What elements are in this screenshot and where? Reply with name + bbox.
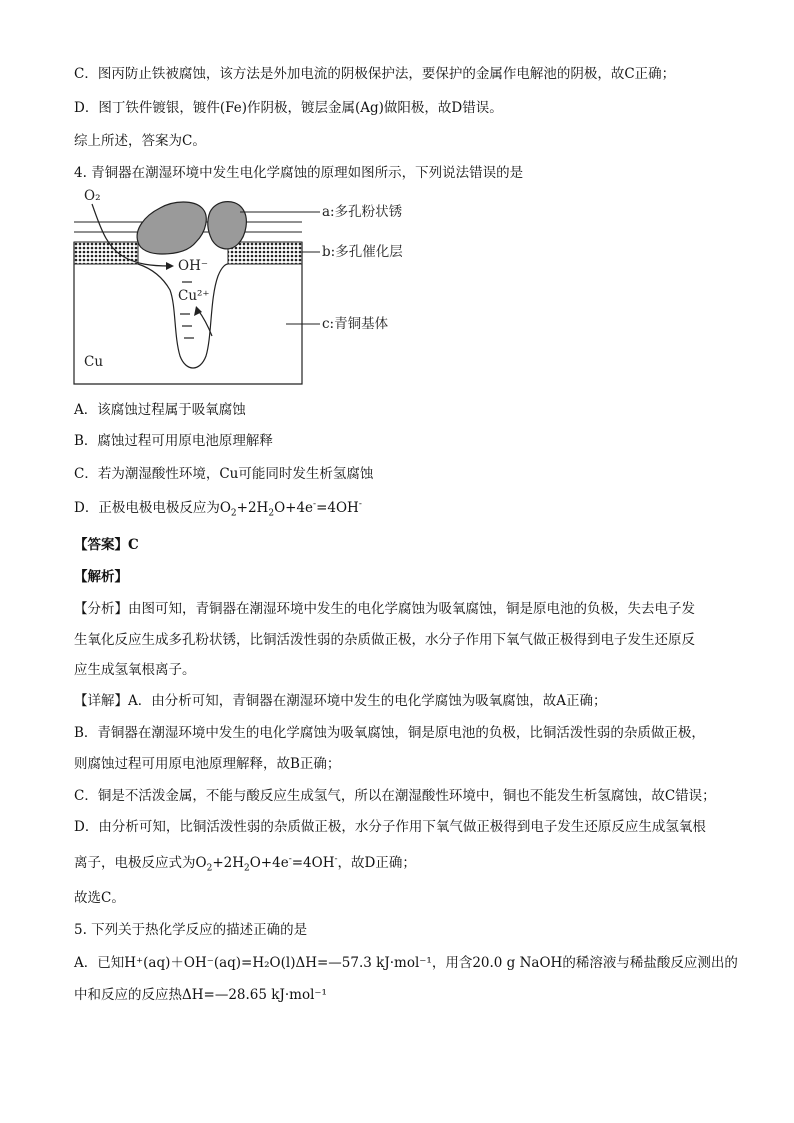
q5-option-a: 中和反应的反应热ΔH=—28.65 kJ·mol⁻¹ [74,987,327,1003]
text-line: C．图丙防止铁被腐蚀，该方法是外加电流的阴极保护法，要保护的金属作电解池的阴极，故C正确； [74,66,676,82]
analysis-line: 应生成氢氧根离子。 [74,662,196,678]
label-c: c:青铜基体 [322,316,389,332]
detail-line: 故选C。 [74,890,125,906]
detail-line: C．铜是不活泼金属，不能与酸反应生成氢气，所以在潮湿酸性环境中，铜也不能发生析氢腐蚀，故C错误； [74,788,716,804]
detail-line: 则腐蚀过程可用原电池原理解释，故B正确； [74,756,341,772]
rust-left [137,202,206,254]
cu-label: Cu [84,354,104,370]
label-a: a:多孔粉状锈 [322,204,403,220]
detail-line: 【详解】A．由分析可知，青铜器在潮湿环境中发生的电化学腐蚀为吸氧腐蚀，故A正确； [74,693,607,709]
analysis-line: 【分析】由图可知，青铜器在潮湿环境中发生的电化学腐蚀为吸氧腐蚀，铜是原电池的负极，失去电子发 [74,601,695,617]
option-a: A．该腐蚀过程属于吸氧腐蚀 [74,402,246,418]
detail-line: 离子，电极反应式为$O_2+2H_2O+4e^-=4OH^-$，故D正确； [74,854,416,874]
analysis-line: 生氧化反应生成多孔粉状锈，比铜活泼性弱的杂质做正极，水分子作用下氧气做正极得到电子发生还原反 [74,632,695,648]
analysis-heading: 【解析】 [74,569,128,585]
rust-right [208,202,247,249]
option-c: C．若为潮湿酸性环境，Cu可能同时发生析氢腐蚀 [74,466,374,482]
answer: 【答案】C [74,537,139,553]
bronze-corrosion-diagram [70,186,430,392]
cu2-label: Cu²⁺ [178,288,210,304]
text-line: D．图丁铁件镀银，镀件(Fe)作阴极，镀层金属(Ag)做阳极，故D错误。 [74,100,503,116]
detail-line: D．由分析可知，比铜活泼性弱的杂质做正极，水分子作用下氧气做正极得到电子发生还原反应生成氢氧根 [74,819,706,835]
question-5-stem: 5. 下列关于热化学反应的描述正确的是 [74,922,308,938]
corrosion-pit [138,264,228,368]
catalytic-layer-left [74,242,138,264]
label-b: b:多孔催化层 [322,244,403,260]
question-4-stem: 4. 青铜器在潮湿环境中发生电化学腐蚀的原理如图所示，下列说法错误的是 [74,165,524,181]
detail-line: B．青铜器在潮湿环境中发生的电化学腐蚀为吸氧腐蚀，铜是原电池的负极，比铜活泼性弱的杂质做正极， [74,725,705,741]
option-d: D．正极电极电极反应为$O_2+2H_2O+4e^-=4OH^-$ [74,499,362,519]
text-line: 综上所述，答案为C。 [74,133,206,149]
oh-label: OH⁻ [178,258,208,274]
catalytic-layer-right [228,242,302,264]
o2-label: O₂ [84,188,101,204]
option-b: B．腐蚀过程可用原电池原理解释 [74,433,273,449]
q5-option-a: A．已知H⁺(aq)＋OH⁻(aq)=H₂O(l)ΔH=—57.3 kJ·mol⁻¹，用含20.0 g NaOH的稀溶液与稀盐酸反应测出的 [74,955,738,971]
